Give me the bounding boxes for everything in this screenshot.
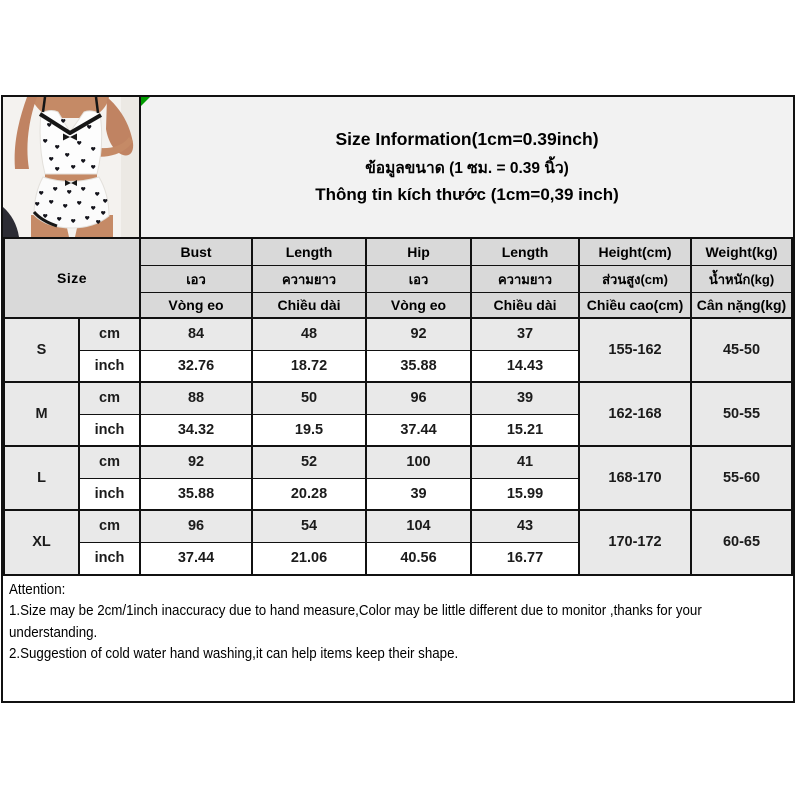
length-value-cell: 21.06 [252,542,366,574]
header-length2-th: ความยาว [471,266,579,293]
unit-cell: inch [79,542,140,574]
size-corner-header: Size [4,239,140,318]
weight-range-cell: 45-50 [691,318,792,382]
bust-value-cell: 84 [140,318,252,350]
header-hip-vi: Vòng eo [366,293,471,319]
hip-value-cell: 39 [366,478,471,510]
hip-value-cell: 92 [366,318,471,350]
hip-value-cell: 104 [366,510,471,542]
product-photo [3,97,141,237]
length-value-cell: 20.28 [252,478,366,510]
length2-value-cell: 39 [471,382,579,414]
unit-cell: inch [79,478,140,510]
unit-cell: cm [79,446,140,478]
bust-value-cell: 35.88 [140,478,252,510]
weight-range-cell: 55-60 [691,446,792,510]
unit-cell: inch [79,350,140,382]
height-range-cell: 170-172 [579,510,691,574]
weight-range-cell: 50-55 [691,382,792,446]
header-height-en: Height(cm) [579,239,691,266]
size-table-body [4,318,792,574]
header-bust-th: เอว [140,266,252,293]
length2-value-cell: 43 [471,510,579,542]
header-weight-th: น้ำหนัก(kg) [691,266,792,293]
size-name-cell: S [4,318,79,382]
header-length-th: ความยาว [252,266,366,293]
title-english: Size Information(1cm=0.39inch) [335,129,599,149]
size-name-cell: L [4,446,79,510]
top-band [3,97,793,239]
length-value-cell: 19.5 [252,414,366,446]
attention-item: 1.Size may be 2cm/1inch inaccuracy due to hand measure,Color may be little different due to monitor ,thanks for your understanding. [9,602,702,641]
title-block [141,97,793,237]
header-weight-vi: Cân nặng(kg) [691,293,792,319]
table-row [4,318,792,350]
length-value-cell: 48 [252,318,366,350]
hip-value-cell: 40.56 [366,542,471,574]
size-chart-panel [1,95,795,703]
length-value-cell: 18.72 [252,350,366,382]
length2-value-cell: 16.77 [471,542,579,574]
hip-value-cell: 37.44 [366,414,471,446]
bust-value-cell: 37.44 [140,542,252,574]
pajama-model-illustration [3,97,139,237]
length-value-cell: 50 [252,382,366,414]
weight-range-cell: 60-65 [691,510,792,574]
length2-value-cell: 37 [471,318,579,350]
attention-section [3,575,793,701]
length-value-cell: 54 [252,510,366,542]
attention-item: 2.Suggestion of cold water hand washing,it can help items keep their shape. [9,645,459,662]
unit-cell: cm [79,382,140,414]
bust-value-cell: 34.32 [140,414,252,446]
hip-value-cell: 96 [366,382,471,414]
unit-cell: cm [79,318,140,350]
header-hip-en: Hip [366,239,471,266]
size-table [3,239,793,575]
title-vietnamese: Thông tin kích thước (1cm=0,39 inch) [315,185,619,204]
header-hip-th: เอว [366,266,471,293]
bust-value-cell: 96 [140,510,252,542]
length2-value-cell: 15.21 [471,414,579,446]
unit-cell: inch [79,414,140,446]
hip-value-cell: 100 [366,446,471,478]
attention-text [9,579,791,665]
table-row [4,446,792,478]
header-length-en: Length [252,239,366,266]
height-range-cell: 168-170 [579,446,691,510]
size-name-cell: M [4,382,79,446]
hip-value-cell: 35.88 [366,350,471,382]
title-thai: ข้อมูลขนาด (1 ซม. = 0.39 นิ้ว) [365,160,569,177]
header-bust-vi: Vòng eo [140,293,252,319]
attention-heading: Attention: [9,580,66,598]
header-length2-en: Length [471,239,579,266]
size-table-header [4,239,792,318]
height-range-cell: 155-162 [579,318,691,382]
table-row [4,382,792,414]
height-range-cell: 162-168 [579,382,691,446]
size-name-cell: XL [4,510,79,574]
cell-flag-triangle-icon [141,97,150,106]
length2-value-cell: 14.43 [471,350,579,382]
length2-value-cell: 41 [471,446,579,478]
unit-cell: cm [79,510,140,542]
length-value-cell: 52 [252,446,366,478]
header-height-vi: Chiều cao(cm) [579,293,691,319]
bust-value-cell: 88 [140,382,252,414]
bust-value-cell: 92 [140,446,252,478]
header-bust-en: Bust [140,239,252,266]
header-length2-vi: Chiều dài [471,293,579,319]
header-height-th: ส่วนสูง(cm) [579,266,691,293]
header-weight-en: Weight(kg) [691,239,792,266]
bust-value-cell: 32.76 [140,350,252,382]
length2-value-cell: 15.99 [471,478,579,510]
table-row [4,510,792,542]
header-length-vi: Chiều dài [252,293,366,319]
